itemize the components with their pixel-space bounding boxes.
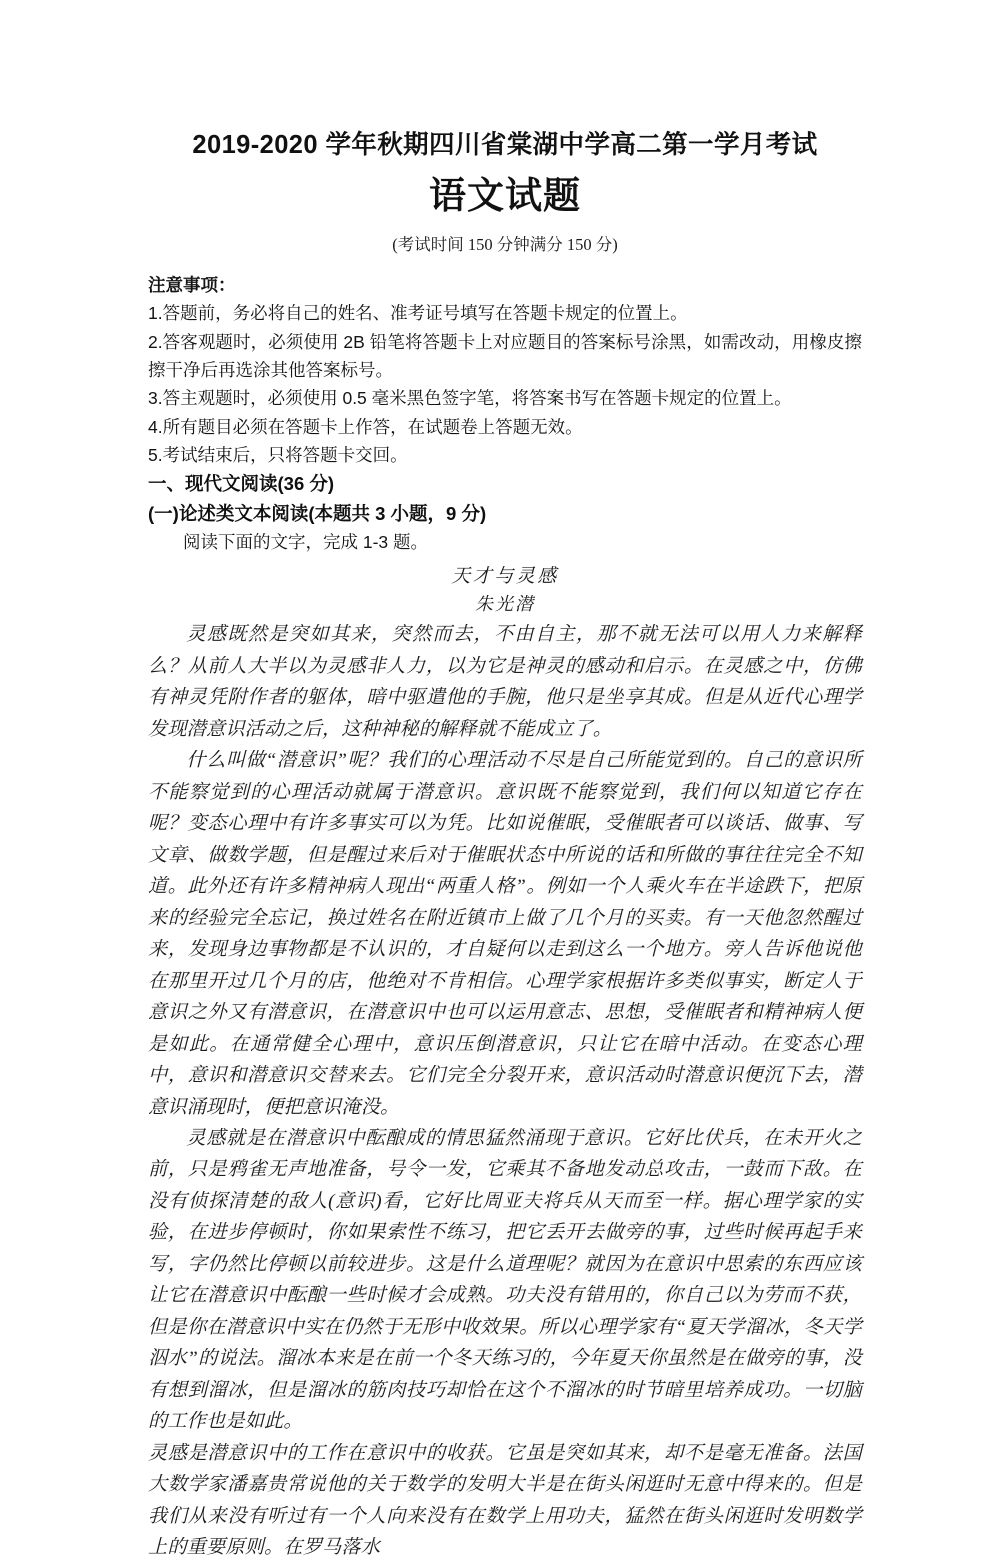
- article-paragraph: 灵感是潜意识中的工作在意识中的收获。它虽是突如其来，却不是毫无准备。法国大数学家潘嘉贵常说他的关于数学的发明大半是在街头闲逛时无意中得来的。但是我们从来没有听过有一个人向来没有在数学上用功夫，猛然在街头闲逛时发明数学上的重要原则。在罗马落水: [148, 1442, 862, 1559]
- notice-item: 4.所有题目必须在答题卡上作答，在试题卷上答题无效。: [148, 416, 583, 437]
- notice-section: [148, 255, 862, 469]
- notice-heading: 注意事项：: [148, 275, 236, 295]
- notice-item: 5.考试结束后，只将答题卡交回。: [148, 445, 408, 466]
- notice-item: 3.答主观题时，必须使用 0.5 毫米黑色签字笔，将答案书写在答题卡规定的位置上。: [148, 388, 792, 409]
- section-heading-part-one: 一、现代文阅读(36 分): [148, 473, 335, 495]
- article-paragraph: 什么叫做“潜意识”呢？我们的心理活动不尽是自己所能觉到的。自己的意识所不能察觉到的心理活动就属于潜意识。意识既不能察觉到，我们何以知道它存在呢？变态心理中有许多事实可以为凭。比如说催眠，受催眠者可以谈话、做事、写文章、做数学题，但是醒过来后对于催眠状态中所说的话和所做的事往往完全不知道。此外还有许多精神病人现出“两重人格”。例如一个人乘火车在半途跌下，把原来的经验完全忘记，换过姓名在附近镇市上做了几个月的买卖。有一天他忽然醒过来，发现身边事物都是不认识的，才自疑何以走到这么一个地方。旁人告诉他说他在那里开过几个月的店，他绝对不肯相信。心理学家根据许多类似事实，断定人于意识之外又有潜意识，在潜意识中也可以运用意志、思想，受催眠者和精神病人便是如此。在通常健全心理中，意识压倒潜意识，只让它在暗中活动。在变态心理中，意识和潜意识交替来去。它们完全分裂开来，意识活动时潜意识便沉下去，潜意识涌现时，便把意识淹没。: [148, 750, 862, 1118]
- page-content: [148, 0, 862, 1564]
- notice-item: 1.答题前，务必将自己的姓名、准考证号填写在答题卡规定的位置上。: [148, 303, 688, 324]
- article-author: 朱光潜: [475, 594, 535, 615]
- article-passage: [148, 556, 862, 1564]
- notice-item: 2.答客观题时，必须使用 2B 铅笔将答题卡上对应题目的答案标号涂黑，如需改动，用橡皮擦擦干净后再选涂其他答案标号。: [148, 331, 862, 381]
- section-heading-subsection-one: (一)论述类文本阅读(本题共 3 小题，9 分): [148, 502, 487, 524]
- exam-duration-and-score: (考试时间 150 分钟满分 150 分): [392, 235, 618, 254]
- subject-title: 语文试题: [429, 175, 581, 217]
- page-title: 2019-2020 学年秋期四川省棠湖中学高二第一学月考试: [192, 131, 818, 159]
- article-title: 天才与灵感: [451, 565, 559, 587]
- article-paragraph: 灵感既然是突如其来，突然而去，不由自主，那不就无法可以用人力来解释么？从前人大半以为灵感非人力，以为它是神灵的感动和启示。在灵感之中，仿佛有神灵凭附作者的躯体，暗中驱遣他的手腕，他只是坐享其成。但是从近代心理学发现潜意识活动之后，这种神秘的解释就不能成立了。: [148, 624, 862, 740]
- reading-instruction: 阅读下面的文字，完成 1-3 题。: [183, 531, 429, 552]
- article-paragraph: 灵感就是在潜意识中酝酿成的情思猛然涌现于意识。它好比伏兵，在未开火之前，只是鸦雀无声地准备，号令一发，它乘其不备地发动总攻击，一鼓而下敌。在没有侦探清楚的敌人(意识)看，它好比周亚夫将兵从天而至一样。据心理学家的实验，在进步停顿时，你如果索性不练习，把它丢开去做旁的事，过些时候再起手来写，字仍然比停顿以前较进步。这是什么道理呢？就因为在意识中思索的东西应该让它在潜意识中酝酿一些时候才会成熟。功夫没有错用的，你自己以为劳而不获，但是你在潜意识中实在仍然于无形中收效果。所以心理学家有“夏天学溜冰，冬天学泅水”的说法。溜冰本来是在前一个冬天练习的，今年夏天你虽然是在做旁的事，没有想到溜冰，但是溜冰的筋肉技巧却恰在这个不溜冰的时节暗里培养成功。一切脑的工作也是如此。: [148, 1127, 862, 1433]
